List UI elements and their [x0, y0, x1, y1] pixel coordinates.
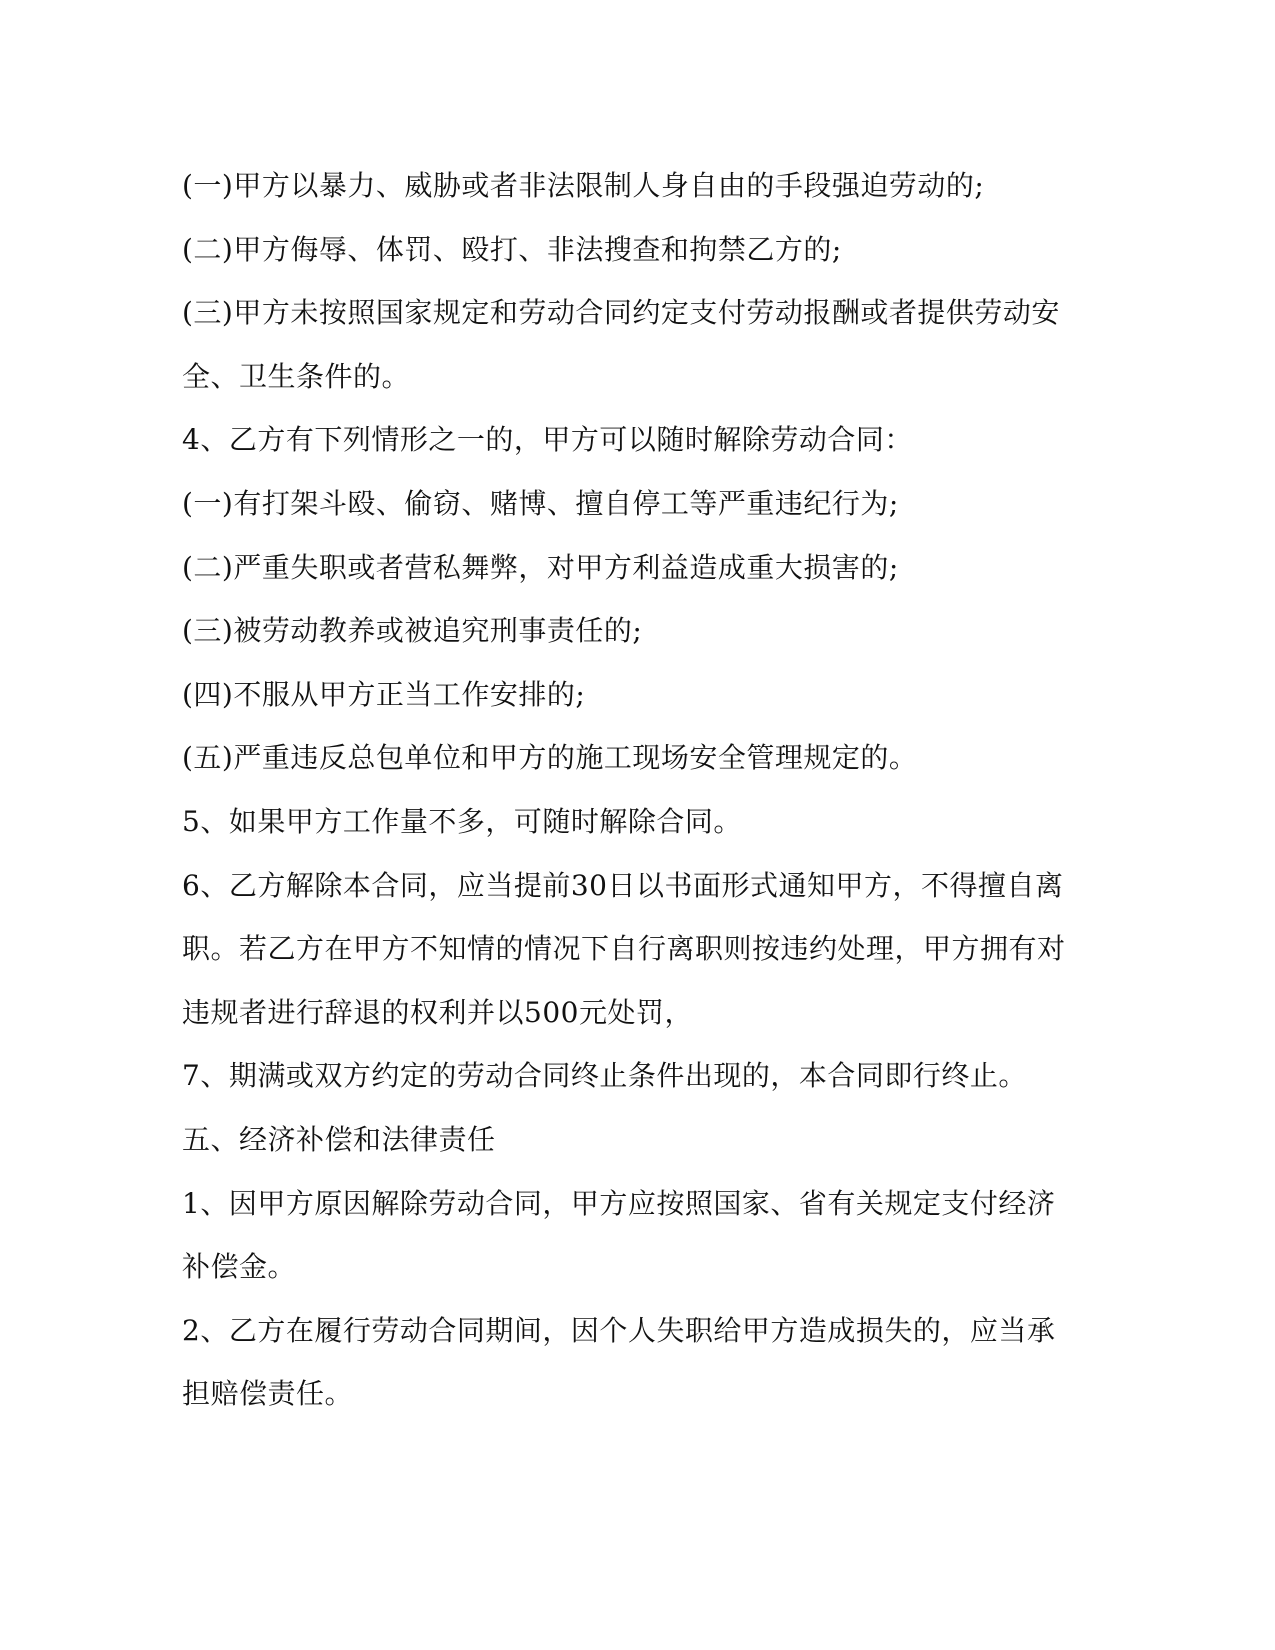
clause-line-continuation: 违规者进行辞退的权利并以500元处罚，: [182, 995, 693, 1029]
clause-line-continuation: 职。若乙方在甲方不知情的情况下自行离职则按违约处理，甲方拥有对: [182, 932, 1066, 966]
clause-item: 6、乙方解除本合同，应当提前30日以书面形式通知甲方，不得擅自离: [182, 868, 1064, 902]
section-heading: 五、经济补偿和法律责任: [182, 1122, 496, 1156]
clause-item: 2、乙方在履行劳动合同期间，因个人失职给甲方造成损失的，应当承: [182, 1313, 1056, 1347]
clause-line-continuation: 担赔偿责任。: [182, 1377, 354, 1411]
document-body: [182, 154, 1082, 1426]
clause-item: 5、如果甲方工作量不多，可随时解除合同。: [182, 804, 742, 838]
clause-line-continuation: 全、卫生条件的。: [182, 359, 411, 393]
clause-line: (二)严重失职或者营私舞弊，对甲方利益造成重大损害的;: [182, 550, 899, 584]
clause-line: (三)被劳动教养或被追究刑事责任的;: [182, 614, 643, 648]
clause-line: (五)严重违反总包单位和甲方的施工现场安全管理规定的。: [182, 741, 918, 775]
clause-item: 1、因甲方原因解除劳动合同，甲方应按照国家、省有关规定支付经济: [182, 1186, 1056, 1220]
clause-item: 7、期满或双方约定的劳动合同终止条件出现的，本合同即行终止。: [182, 1059, 1027, 1093]
clause-heading: 4、乙方有下列情形之一的，甲方可以随时解除劳动合同：: [182, 423, 913, 457]
clause-line: (一)甲方以暴力、威胁或者非法限制人身自由的手段强迫劳动的;: [182, 169, 985, 202]
clause-line-continuation: 补偿金。: [182, 1250, 297, 1284]
clause-line: (三)甲方未按照国家规定和劳动合同约定支付劳动报酬或者提供劳动安: [182, 296, 1060, 330]
clause-line: (四)不服从甲方正当工作安排的;: [182, 677, 586, 711]
clause-line: (一)有打架斗殴、偷窃、赌博、擅自停工等严重违纪行为;: [182, 486, 899, 520]
clause-line: (二)甲方侮辱、体罚、殴打、非法搜查和拘禁乙方的;: [182, 232, 842, 266]
